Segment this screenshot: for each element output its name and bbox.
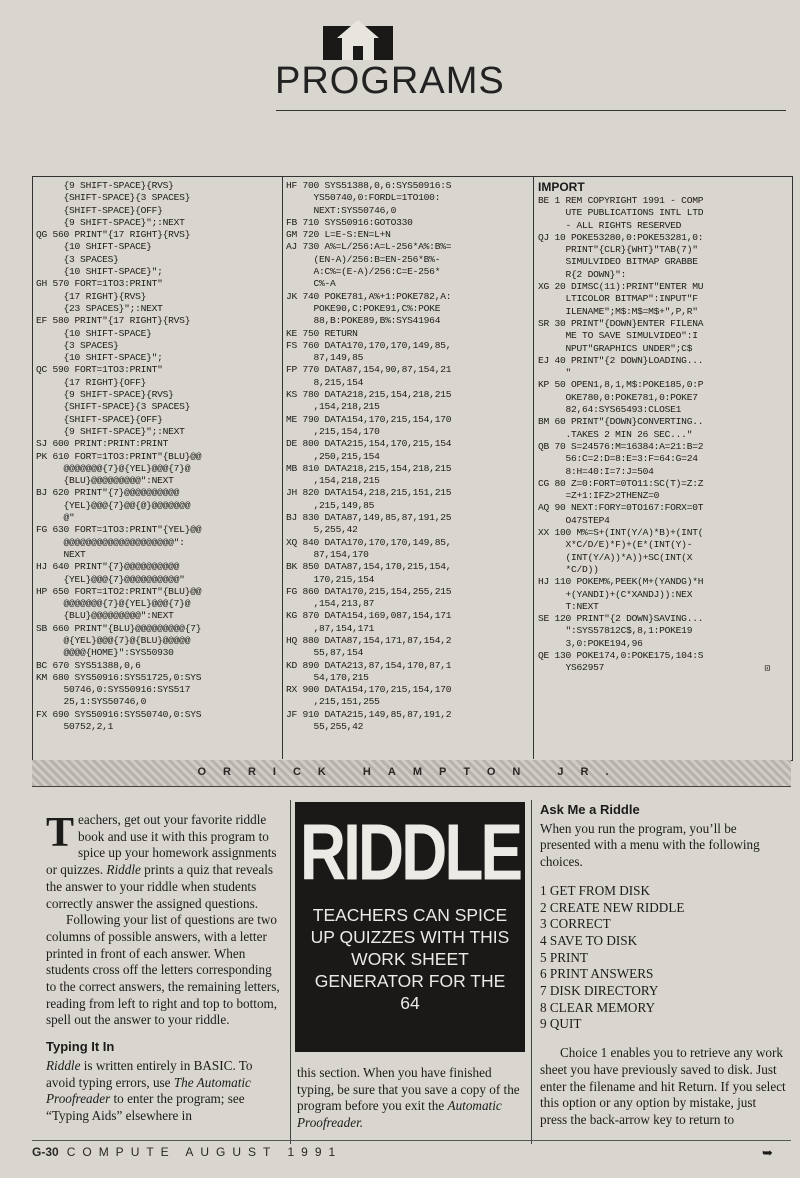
code-line: 55,255,42	[286, 721, 364, 733]
code-line: {SHIFT-SPACE}{OFF}	[36, 204, 163, 216]
footer-rule	[32, 1140, 791, 1141]
code-line: FS 760 DATA170,170,170,149,85,	[286, 339, 452, 351]
code-line: {SHIFT-SPACE}{3 SPACES}	[36, 192, 191, 204]
article-divider	[290, 800, 291, 1144]
menu-choice: 3 CORRECT	[540, 916, 611, 932]
code-line: ,154,218,215	[286, 401, 380, 413]
code-line: {10 SHIFT-SPACE}";	[36, 352, 163, 364]
code-line: KG 870 DATA154,169,087,154,171	[286, 610, 452, 622]
code-line: HJ 110 POKEM%,PEEK(M+(YANDG)*H	[538, 576, 704, 588]
mid-italic: Automatic Proofreader.	[297, 1098, 502, 1131]
code-line: KP 50 OPEN1,8,1,M$:POKE185,0:P	[538, 379, 704, 391]
menu-choice: 5 PRINT	[540, 949, 588, 965]
code-line: ME TO SAVE SIMULVIDEO":I	[538, 330, 698, 342]
code-line: {10 SHIFT-SPACE}";	[36, 266, 163, 278]
code-line: @"	[36, 512, 75, 524]
code-line: AQ 90 NEXT:FORY=0TO167:FORX=0T	[538, 502, 704, 514]
code-line: {9 SHIFT-SPACE}{RVS}	[36, 389, 174, 401]
code-line: ,215,154,170	[286, 425, 380, 437]
code-line: =Z+1:IFZ>2THENZ=0	[538, 490, 660, 502]
code-line: MB 810 DATA218,215,154,218,215	[286, 462, 452, 474]
code-line: @@@@{HOME}":SYS50930	[36, 647, 174, 659]
code-line: {23 SPACES}";:NEXT	[36, 302, 163, 314]
code-line: YS50740,0:FORDL=1TO100:	[286, 192, 441, 204]
code-line: SB 660 PRINT"{BLU}@@@@@@@@@{7}	[36, 622, 202, 634]
menu-choice: 2 CREATE NEW RIDDLE	[540, 899, 685, 915]
code-line: +(YANDI)+(C*XANDJ)):NEX	[538, 588, 693, 600]
intro-text: eachers, get out your favorite riddle book and use it with this program to spice up your homework assignments or quizzes.	[46, 812, 277, 878]
author-byline: ORRICK HAMPTON JR.	[197, 766, 626, 778]
code-line: GH 570 FORT=1TO3:PRINT"	[36, 278, 163, 290]
code-line: *C/D))	[538, 563, 599, 575]
code-line: KM 680 SYS50916:SYS51725,0:SYS	[36, 671, 202, 683]
article-title: RIDDLE	[299, 807, 521, 897]
column-divider	[533, 176, 534, 759]
code-line: ":SYS57812C$,8,1:POKE19	[538, 625, 693, 637]
code-line: QG 560 PRINT"{17 RIGHT}{RVS}	[36, 229, 191, 241]
code-line: BJ 830 DATA87,149,85,87,191,25	[286, 512, 452, 524]
code-line: BM 60 PRINT"{DOWN}CONVERTING..	[538, 416, 704, 428]
code-line: LTICOLOR BITMAP":INPUT"F	[538, 293, 698, 305]
menu-choices	[540, 883, 786, 1033]
code-line: 82,64:SYS65493:CLOSE1	[538, 404, 682, 416]
header-rule	[276, 110, 786, 111]
code-line: 56:C=2:D=8:E=3:F=64:G=24	[538, 453, 698, 465]
code-line: ,154,213,87	[286, 598, 375, 610]
code-line: KD 890 DATA213,87,154,170,87,1	[286, 659, 452, 671]
choice-paragraph: Choice 1 enables you to retrieve any work sheet you have previously saved to disk. Just enter the filename and hit Return. If you select this option or any option by mistake, just press the back-arrow key to return to	[540, 1045, 786, 1127]
menu-choice: 9 QUIT	[540, 1016, 582, 1032]
code-line: PK 610 FORT=1TO3:PRINT"{BLU}@@	[36, 450, 202, 462]
code-line: QB 70 S=24576:M=16384:A=21:B=2	[538, 440, 704, 452]
code-line: C%-A	[286, 278, 336, 290]
code-line: 5,255,42	[286, 524, 358, 536]
footer-text: COMPUTE AUGUST 1991	[66, 1145, 343, 1159]
paragraph-answers: Following your list of questions are two columns of possible answers, with a letter printed in front of each answer. When students cross off the letters corresponding to the correct answers, the remaining letters, reading from left to right and top to bottom, spell out the answer to your riddle.	[46, 912, 280, 1028]
code-line: BK 850 DATA87,154,170,215,154,	[286, 561, 452, 573]
intro-program-name: Riddle	[106, 862, 141, 878]
continue-arrow-icon: ➥	[762, 1145, 773, 1160]
column-divider	[282, 176, 283, 759]
code-line: - ALL RIGHTS RESERVED	[538, 219, 682, 231]
code-column-2	[286, 180, 531, 733]
code-line: NEXT:SYS50746,0	[286, 204, 397, 216]
code-line: {YEL}@@@{7}@@{@}@@@@@@@	[36, 499, 191, 511]
page-footer	[32, 1145, 342, 1159]
code-line: {9 SHIFT-SPACE}";:NEXT	[36, 216, 185, 228]
code-line: {YEL}@@@{7}@@@@@@@@@@"	[36, 573, 185, 585]
code-line: {BLU}@@@@@@@@@":NEXT	[36, 610, 174, 622]
typing-program-name: Riddle	[46, 1057, 81, 1073]
code-line: @@@@@@@{7}@{YEL}@@@{7}@	[36, 598, 191, 610]
code-line: ,215,149,85	[286, 499, 375, 511]
import-code	[538, 195, 788, 675]
typing-text: is written entirely in BASIC. To avoid typing errors, use	[46, 1057, 253, 1090]
code-line: SR 30 PRINT"{DOWN}ENTER FILENA	[538, 317, 704, 329]
import-heading: IMPORT	[538, 180, 585, 194]
code-line: AJ 730 A%=L/256:A=L-256*A%:B%=	[286, 241, 452, 253]
code-line: XG 20 DIMSC(11):PRINT"ENTER MU	[538, 281, 704, 293]
code-line: 8:H=40:I=7:J=504	[538, 465, 654, 477]
intro-rest: prints a quiz that reveals the answer to your riddle when students correctly answer the assigned questions.	[46, 862, 274, 911]
code-line: {17 RIGHT}{OFF}	[36, 376, 147, 388]
code-line: 55,87,154	[286, 647, 364, 659]
code-line: 87,149,85	[286, 352, 364, 364]
menu-choice: 6 PRINT ANSWERS	[540, 966, 654, 982]
code-line: JF 910 DATA215,149,85,87,191,2	[286, 708, 452, 720]
code-line: BE 1 REM COPYRIGHT 1991 - COMP	[538, 195, 704, 206]
code-line: UTE PUBLICATIONS INTL LTD	[538, 207, 704, 219]
code-line: T:NEXT	[538, 600, 599, 612]
code-line: O47STEP4	[538, 514, 610, 526]
code-line: X*C/D/E)*F)+(E*(INT(Y)-	[538, 539, 693, 551]
code-line: HP 650 FORT=1TO2:PRINT"{BLU}@@	[36, 585, 202, 597]
code-line: {SHIFT-SPACE}{OFF}	[36, 413, 163, 425]
code-line: 25,1:SYS50746,0	[36, 696, 147, 708]
code-line: {3 SPACES}	[36, 253, 119, 265]
code-line: HF 700 SYS51388,0,6:SYS50916:S	[286, 180, 452, 191]
code-line: FG 860 DATA170,215,154,255,215	[286, 585, 452, 597]
code-line: {17 RIGHT}{RVS}	[36, 290, 147, 302]
typing-paragraph	[46, 1058, 284, 1125]
article-divider	[531, 800, 532, 1144]
code-line: QE 130 POKE174,0:POKE175,104:S	[538, 649, 704, 661]
code-line: (INT(Y/A))*A))+SC(INT(X	[538, 551, 693, 563]
code-line: SJ 600 PRINT:PRINT:PRINT	[36, 438, 169, 450]
code-line: BJ 620 PRINT"{7}@@@@@@@@@@	[36, 487, 180, 499]
house-icon	[323, 8, 393, 60]
code-line: PRINT"{CLR}{WHT}"TAB(7)"	[538, 244, 698, 256]
section-title: PROGRAMS	[275, 60, 505, 102]
page-number: G-30	[32, 1145, 59, 1159]
drop-cap: T	[46, 810, 75, 856]
menu-choice: 7 DISK DIRECTORY	[540, 983, 659, 999]
code-line: ,87,154,171	[286, 622, 375, 634]
code-line: YS62957	[538, 662, 605, 674]
code-line: 170,215,154	[286, 573, 375, 585]
typing-text-2: to enter the program; see “Typing Aids” elsewhere in	[46, 1091, 245, 1123]
mid-text: this section. When you have finished typing, be sure that you save a copy of the program before you exit the	[297, 1065, 520, 1114]
code-line: 50752,2,1	[36, 721, 114, 733]
code-line: {9 SHIFT-SPACE}{RVS}	[36, 180, 174, 191]
code-line: FP 770 DATA87,154,90,87,154,21	[286, 364, 452, 376]
code-line: .TAKES 2 MIN 26 SEC..."	[538, 428, 693, 440]
code-line: 50746,0:SYS50916:SYS517	[36, 684, 191, 696]
code-line: GM 720 L=E-S:EN=L+N	[286, 229, 391, 241]
code-line: KS 780 DATA218,215,154,218,215	[286, 389, 452, 401]
menu-choice: 1 GET FROM DISK	[540, 882, 651, 898]
code-line: 3,0:POKE194,96	[538, 637, 643, 649]
menu-intro: When you run the program, you’ll be presented with a menu with the following choices.	[540, 820, 760, 870]
code-line: ,154,218,215	[286, 475, 380, 487]
article-middle-column	[297, 1065, 525, 1132]
code-line: {3 SPACES}	[36, 339, 119, 351]
code-line: JK 740 POKE781,A%+1:POKE782,A:	[286, 290, 452, 302]
code-line: OKE780,0:POKE781,0:POKE7	[538, 391, 698, 403]
code-line: ,250,215,154	[286, 450, 380, 462]
code-line: {10 SHIFT-SPACE}	[36, 327, 152, 339]
code-line: 8,215,154	[286, 376, 364, 388]
code-line: {SHIFT-SPACE}{3 SPACES}	[36, 401, 191, 413]
code-line: "	[538, 367, 572, 379]
code-line: {BLU}@@@@@@@@@":NEXT	[36, 475, 174, 487]
code-line: A:C%=(E-A)/256:C=E-256*	[286, 266, 441, 278]
code-line: ME 790 DATA154,170,215,154,170	[286, 413, 452, 425]
end-mark-icon: ⊡	[764, 662, 770, 674]
code-line: CG 80 Z=0:FORT=0TO11:SC(T)=Z:Z	[538, 477, 704, 489]
menu-choice: 8 CLEAR MEMORY	[540, 999, 656, 1015]
code-line: QC 590 FORT=1TO3:PRINT"	[36, 364, 163, 376]
title-box	[295, 802, 525, 1052]
code-line: @@@@@@@@@@@@@@@@@@@@":	[36, 536, 185, 548]
proofreader-name: The Automatic Proofreader	[46, 1074, 251, 1107]
code-line: BC 670 SYS51388,0,6	[36, 659, 141, 671]
code-line: KE 750 RETURN	[286, 327, 358, 339]
code-line: EJ 40 PRINT"{2 DOWN}LOADING...	[538, 354, 704, 366]
article-left-column	[46, 812, 284, 1125]
code-column-1	[36, 180, 280, 733]
code-line: R{2 DOWN}":	[538, 268, 627, 280]
code-line: DE 800 DATA215,154,170,215,154	[286, 438, 452, 450]
code-line: NEXT	[36, 548, 86, 560]
code-line: {9 SHIFT-SPACE}";:NEXT	[36, 425, 185, 437]
code-line: QJ 10 POKE53280,0:POKE53281,0:	[538, 231, 704, 243]
code-line: HQ 880 DATA87,154,171,87,154,2	[286, 634, 452, 646]
code-line: FG 630 FORT=1TO3:PRINT"{YEL}@@	[36, 524, 202, 536]
code-line: @@@@@@@{7}@{YEL}@@@{7}@	[36, 462, 191, 474]
code-line: XX 100 M%=S+(INT(Y/A)*B)+(INT(	[538, 527, 704, 539]
code-column-3	[538, 180, 788, 675]
code-line: @{YEL}@@@{7}@{BLU}@@@@@	[36, 634, 191, 646]
code-line: SE 120 PRINT"{2 DOWN}SAVING...	[538, 613, 704, 625]
code-line: ,215,151,255	[286, 696, 380, 708]
code-line: {10 SHIFT-SPACE}	[36, 241, 152, 253]
code-line: XQ 840 DATA170,170,170,149,85,	[286, 536, 452, 548]
code-line: 87,154,170	[286, 548, 369, 560]
typing-heading: Typing It In	[46, 1039, 115, 1055]
code-line: FB 710 SYS50916:GOTO330	[286, 216, 413, 228]
code-line: 88,B:POKE89,B%:SYS41964	[286, 315, 441, 327]
code-line: HJ 640 PRINT"{7}@@@@@@@@@@	[36, 561, 180, 573]
code-line: 54,170,215	[286, 671, 369, 683]
code-line: (EN-A)/256:B=EN-256*B%-	[286, 253, 441, 265]
code-line: EF 580 PRINT"{17 RIGHT}{RVS}	[36, 315, 191, 327]
code-line: JH 820 DATA154,218,215,151,215	[286, 487, 452, 499]
article-subtitle: TEACHERS CAN SPICE UP QUIZZES WITH THIS WORK SHEET GENERATOR FOR THE 64	[310, 905, 510, 1013]
code-line: FX 690 SYS50916:SYS50740,0:SYS	[36, 708, 202, 720]
code-line: SIMULVIDEO BITMAP GRABBE	[538, 256, 698, 268]
menu-choice: 4 SAVE TO DISK	[540, 932, 638, 948]
code-line: NPUT"GRAPHICS UNDER";C$	[538, 342, 693, 354]
code-line: ILENAME";M$:M$=M$+",P,R"	[538, 305, 698, 317]
code-line: RX 900 DATA154,170,215,154,170	[286, 684, 452, 696]
article-right-column	[540, 802, 786, 1129]
code-line: POKE90,C:POKE91,C%:POKE	[286, 302, 441, 314]
riddle-menu-heading: Ask Me a Riddle	[540, 802, 640, 817]
